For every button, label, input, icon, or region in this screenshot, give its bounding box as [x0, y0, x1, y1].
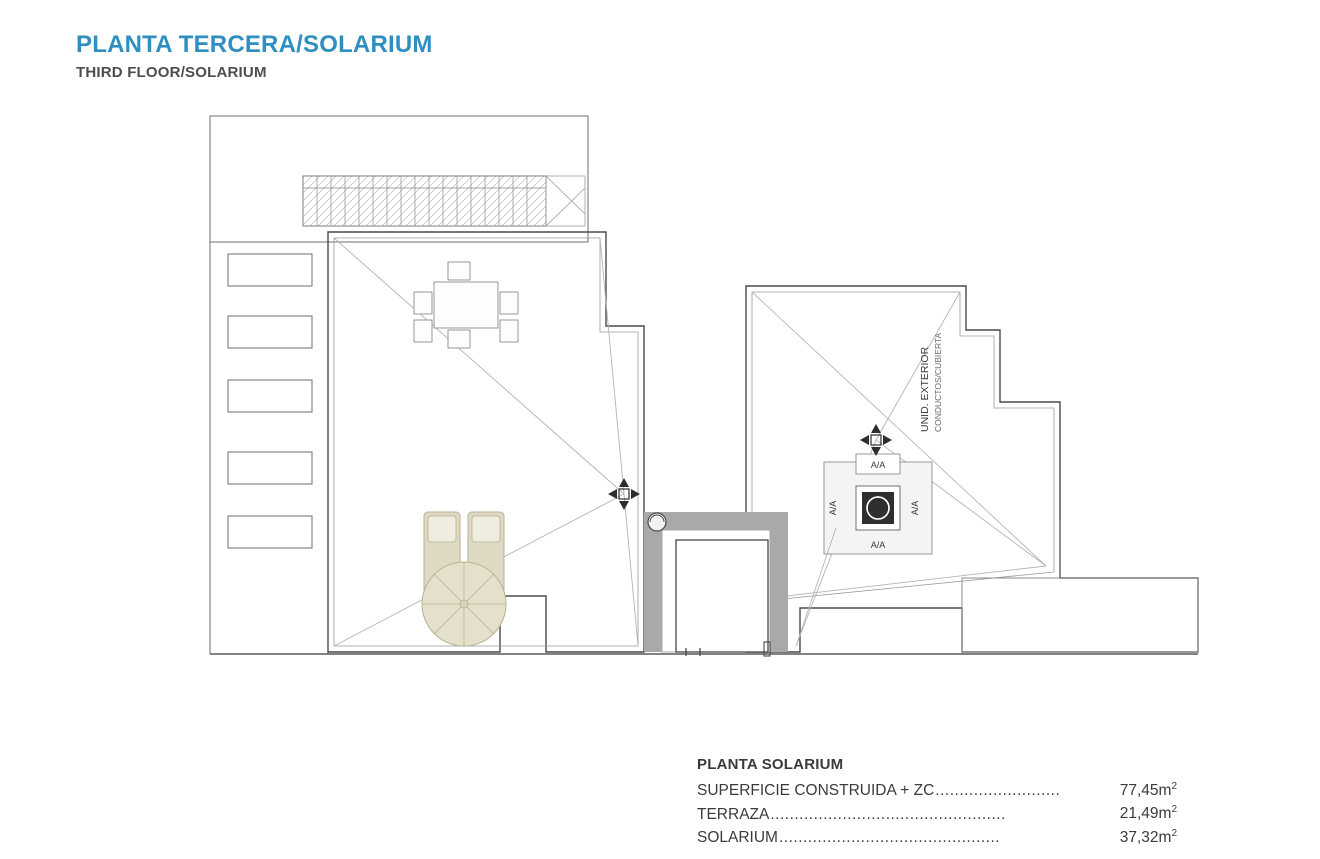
legend-dots: .................................................: [770, 805, 1006, 823]
legend-value: [1120, 779, 1177, 802]
legend-value: [1120, 802, 1177, 825]
legend-row: [697, 779, 1177, 802]
legend-row: [697, 826, 1177, 849]
legend-label: TERRAZA: [697, 805, 770, 823]
air-vent-label-top: A/A: [870, 460, 886, 470]
legend-value-unit: 2: [1171, 804, 1177, 816]
legend-label: SOLARIUM: [697, 828, 778, 846]
legend-dots: ..............................................: [778, 828, 1001, 846]
air-vent-label-bottom: A/A: [870, 540, 886, 550]
legend-row: [697, 802, 1177, 825]
outdoor-unit-label-secondary: CONDUCTOS/CUBIERTA: [933, 332, 943, 432]
legend-dots: ..........................: [935, 782, 1061, 800]
parasol-furniture: [422, 562, 506, 646]
lower-right-terrace: [962, 520, 1198, 652]
facade-louvres: [228, 254, 312, 548]
page-subtitle: THIRD FLOOR/SOLARIUM: [76, 64, 267, 82]
air-vent-label-left: A/A: [828, 500, 838, 516]
legend-value-text: 77,45m: [1119, 782, 1172, 800]
right-solarium-inner-line: [752, 292, 1054, 602]
legend-label: SUPERFICIE CONSTRUIDA + ZC: [697, 782, 935, 800]
legend-value-unit: 2: [1171, 781, 1177, 792]
legend-heading: PLANTA SOLARIUM: [697, 756, 844, 773]
area-legend: [697, 756, 1177, 849]
table-and-chairs-furniture: [414, 262, 518, 348]
page-title: PLANTA TERCERA/SOLARIUM: [76, 31, 433, 58]
right-solarium-outline: [746, 286, 1198, 652]
staircase: [303, 176, 585, 226]
legend-value-text: 37,32m: [1119, 828, 1172, 846]
air-vent-label-right: A/A: [910, 500, 920, 516]
outdoor-ac-unit: [796, 454, 932, 646]
legend-value: [1120, 826, 1177, 849]
outdoor-unit-label: UNID. EXTERIOR: [919, 346, 931, 432]
stair-core-walls: [644, 512, 788, 656]
legend-value-unit: 2: [1171, 827, 1177, 839]
legend-value-text: 21,49m: [1119, 805, 1172, 823]
